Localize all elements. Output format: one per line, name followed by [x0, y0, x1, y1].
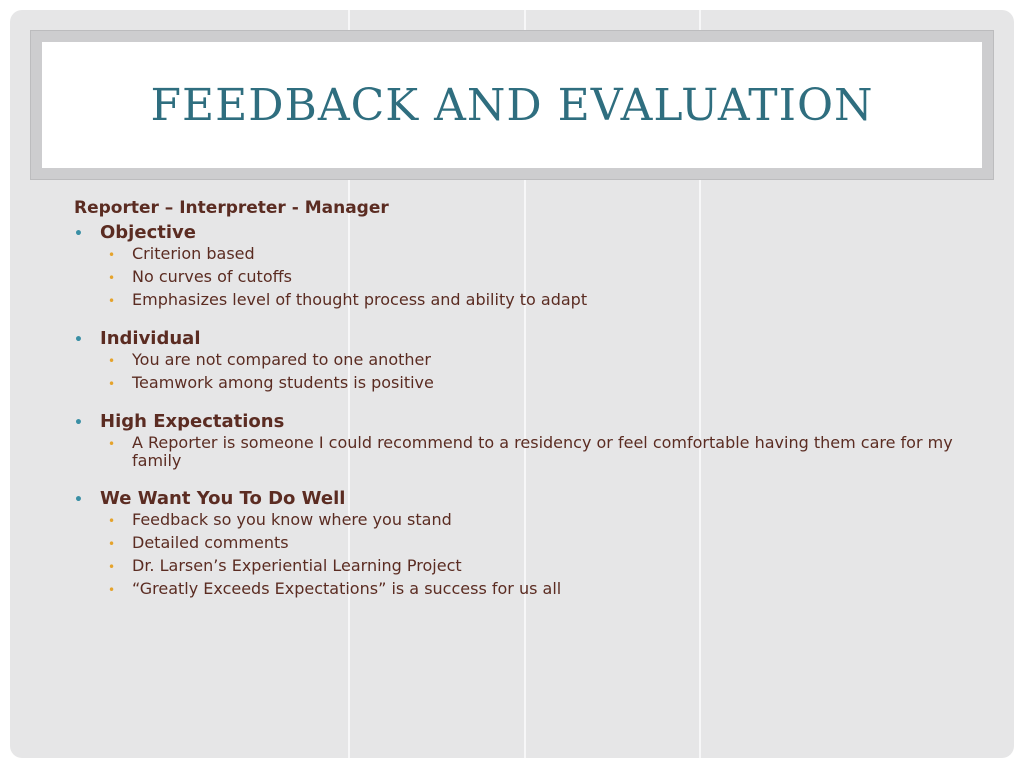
bullet-icon: • — [108, 248, 116, 262]
list-item — [74, 268, 974, 287]
slide — [10, 10, 1014, 758]
section-we-want-you-to-do-well — [74, 488, 974, 599]
section-heading-text: High Expectations — [100, 411, 285, 432]
bullet-icon: • — [108, 271, 116, 285]
section-individual — [74, 328, 974, 393]
section-heading — [74, 328, 974, 349]
section-heading-text: Individual — [100, 328, 201, 349]
list-item-text: Feedback so you know where you stand — [132, 510, 452, 529]
list-item-text: Criterion based — [132, 244, 255, 263]
title-box — [42, 42, 982, 168]
bullet-icon: • — [108, 294, 116, 308]
list-item — [74, 511, 974, 530]
bullet-icon: • — [108, 377, 116, 391]
bullet-list — [74, 434, 974, 470]
section-high-expectations — [74, 411, 974, 470]
list-item-text: Dr. Larsen’s Experiential Learning Project — [132, 556, 462, 575]
bullet-icon: • — [108, 537, 116, 551]
list-item — [74, 580, 974, 599]
title-frame — [30, 30, 994, 180]
bullet-icon: • — [74, 332, 83, 348]
list-item-text: “Greatly Exceeds Expectations” is a success for us all — [132, 579, 562, 598]
list-item-text: No curves of cutoffs — [132, 267, 292, 286]
section-heading — [74, 222, 974, 243]
section-objective — [74, 222, 974, 310]
list-item — [74, 245, 974, 264]
slide-content — [74, 198, 974, 617]
list-item — [74, 434, 974, 470]
list-item — [74, 351, 974, 370]
list-item — [74, 374, 974, 393]
list-item-text: You are not compared to one another — [132, 350, 431, 369]
list-item — [74, 557, 974, 576]
list-item — [74, 291, 974, 310]
section-heading — [74, 411, 974, 432]
bullet-icon: • — [74, 492, 83, 508]
slide-subtitle: Reporter – Interpreter - Manager — [74, 198, 389, 218]
bullet-icon: • — [108, 514, 116, 528]
bullet-icon: • — [74, 226, 83, 242]
section-heading — [74, 488, 974, 509]
list-item-text: Detailed comments — [132, 533, 289, 552]
section-heading-text: Objective — [100, 222, 196, 243]
bullet-icon: • — [108, 560, 116, 574]
bullet-list — [74, 245, 974, 310]
list-item — [74, 534, 974, 553]
bullet-list — [74, 511, 974, 599]
section-heading-text: We Want You To Do Well — [100, 488, 346, 509]
bullet-list — [74, 351, 974, 393]
bullet-icon: • — [74, 415, 83, 431]
list-item-text: A Reporter is someone I could recommend to a residency or feel comfortable having them care for my family — [132, 433, 953, 470]
list-item-text: Teamwork among students is positive — [132, 373, 434, 392]
bullet-icon: • — [108, 583, 116, 597]
slide-title: FEEDBACK AND EVALUATION — [150, 79, 874, 131]
bullet-icon: • — [108, 437, 116, 451]
bullet-icon: • — [108, 354, 116, 368]
list-item-text: Emphasizes level of thought process and ability to adapt — [132, 290, 588, 309]
